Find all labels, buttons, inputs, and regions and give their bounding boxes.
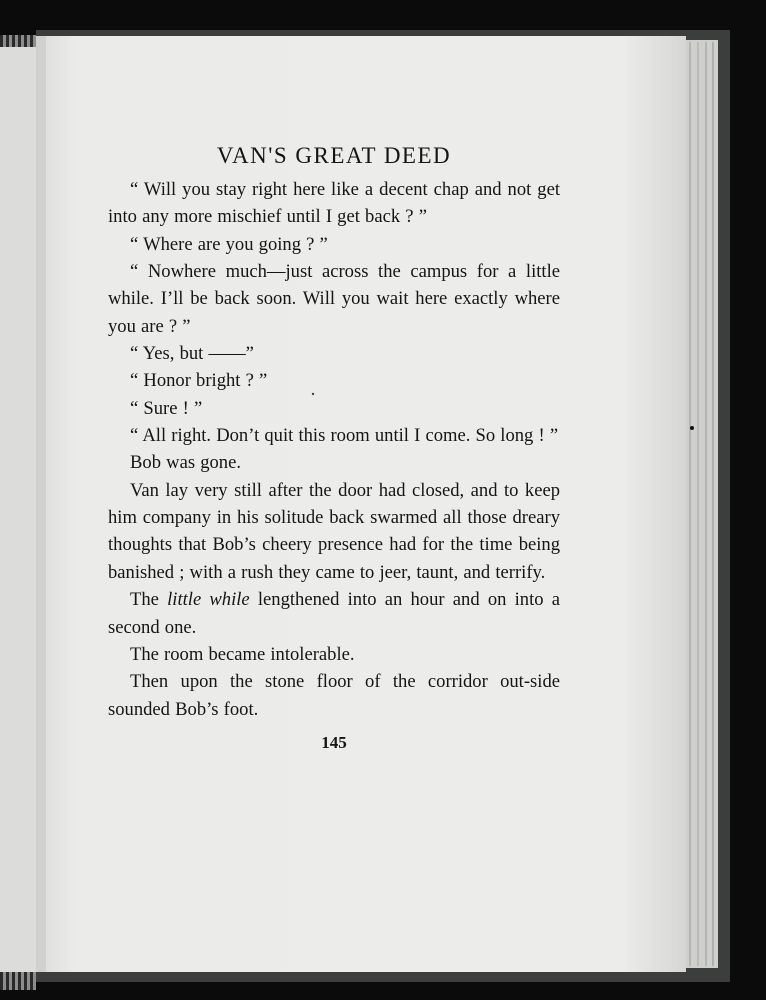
paragraph: “ Sure ! ” [130, 397, 203, 419]
text-run: lengthened into an hour and on into a second one. [108, 589, 560, 638]
paragraph: Bob was gone. [130, 452, 242, 474]
paragraph: The room became intolerable. [130, 643, 355, 665]
paragraph: “ Nowhere much—just across the campus for a little while. I’ll be back soon. Will you wait here exactly where you are ? ” [108, 261, 560, 337]
paragraph: “ Honor bright ? ” [130, 370, 268, 392]
paragraph: Then upon the stone floor of the corridor out-side sounded Bob’s foot. [108, 671, 560, 720]
page-content [108, 138, 560, 753]
paragraph: “ Where are you going ? ” [130, 233, 328, 255]
left-binding-stripes [0, 35, 36, 47]
body-text [108, 176, 560, 723]
paragraph: “ Yes, but ——” [130, 343, 254, 365]
italic-phrase: little while [167, 589, 250, 611]
left-page-edge [0, 42, 36, 990]
running-head: VAN'S GREAT DEED [216, 143, 452, 168]
text-run: The [130, 589, 168, 611]
paragraph [108, 586, 560, 641]
paragraph: Van lay very still after the door had closed, and to keep him company in his solitude back swarmed all those dreary thoughts that Bob’s cheery presence had for the time being banished ; with a rush they came to jeer, taunt, and terrify. [108, 479, 560, 583]
paragraph: “ All right. Don’t quit this room until I come. So long ! ” [130, 425, 559, 447]
page-number: 145 [321, 732, 347, 752]
paragraph: “ Will you stay right here like a decent chap and not get into any more mischief until I get back ? ” [108, 179, 560, 228]
